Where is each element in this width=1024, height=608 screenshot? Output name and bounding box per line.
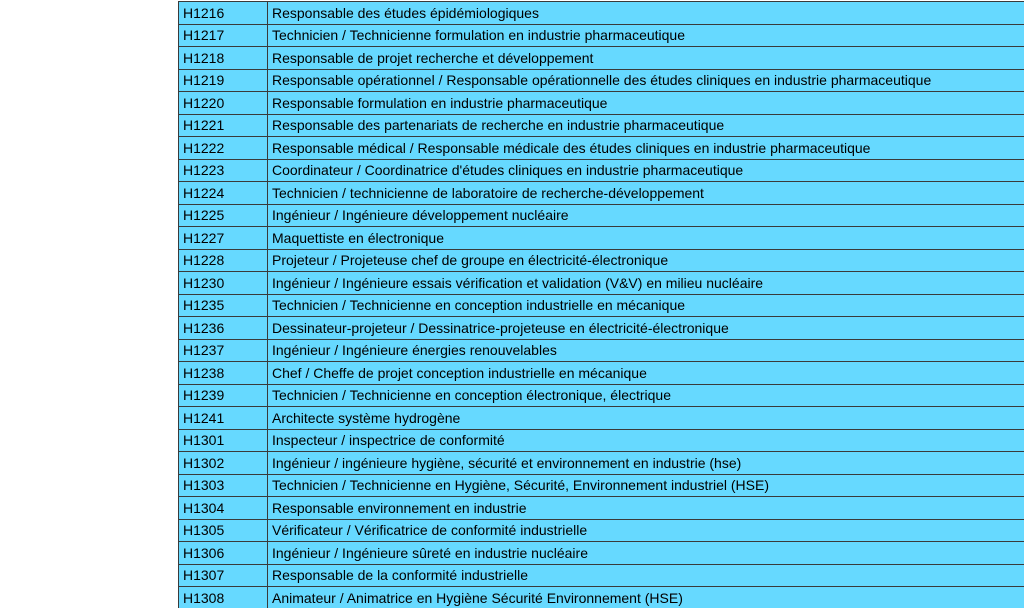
table-row (179, 339, 1024, 362)
label-cell[interactable]: Ingénieur / Ingénieure sûreté en industrie nucléaire (268, 542, 1024, 565)
table-row (179, 204, 1024, 227)
code-cell[interactable]: H1225 (179, 204, 268, 227)
table-row (179, 92, 1024, 115)
label-cell[interactable]: Ingénieur / Ingénieure énergies renouvelables (268, 339, 1024, 362)
code-cell[interactable]: H1239 (179, 384, 268, 407)
label-cell[interactable]: Inspecteur / inspectrice de conformité (268, 429, 1024, 452)
label-cell[interactable]: Chef / Cheffe de projet conception industrielle en mécanique (268, 362, 1024, 385)
label-cell[interactable]: Responsable de projet recherche et développement (268, 47, 1024, 70)
code-cell[interactable]: H1306 (179, 542, 268, 565)
label-cell[interactable]: Ingénieur / Ingénieure essais vérification et validation (V&V) en milieu nucléaire (268, 272, 1024, 295)
table-row (179, 249, 1024, 272)
label-cell[interactable]: Ingénieur / ingénieure hygiène, sécurité et environnement en industrie (hse) (268, 452, 1024, 475)
code-cell[interactable]: H1216 (179, 2, 268, 25)
label-cell[interactable]: Animateur / Animatrice en Hygiène Sécurité Environnement (HSE) (268, 587, 1024, 608)
label-cell[interactable]: Technicien / Technicienne formulation en industrie pharmaceutique (268, 24, 1024, 47)
code-cell[interactable]: H1235 (179, 294, 268, 317)
code-cell[interactable]: H1308 (179, 587, 268, 608)
table-row (179, 587, 1024, 608)
code-cell[interactable]: H1220 (179, 92, 268, 115)
code-cell[interactable]: H1230 (179, 272, 268, 295)
table-row (179, 317, 1024, 340)
label-cell[interactable]: Coordinateur / Coordinatrice d'études cliniques en industrie pharmaceutique (268, 159, 1024, 182)
code-cell[interactable]: H1217 (179, 24, 268, 47)
code-cell[interactable]: H1238 (179, 362, 268, 385)
label-cell[interactable]: Responsable environnement en industrie (268, 497, 1024, 520)
table-row (179, 137, 1024, 160)
code-cell[interactable]: H1241 (179, 407, 268, 430)
table-body (179, 2, 1024, 608)
code-cell[interactable]: H1305 (179, 519, 268, 542)
label-cell[interactable]: Technicien / Technicienne en Hygiène, Sécurité, Environnement industriel (HSE) (268, 474, 1024, 497)
label-cell[interactable]: Maquettiste en électronique (268, 227, 1024, 250)
code-cell[interactable]: H1227 (179, 227, 268, 250)
label-cell[interactable]: Ingénieur / Ingénieure développement nucléaire (268, 204, 1024, 227)
table-row (179, 384, 1024, 407)
table-row (179, 474, 1024, 497)
label-cell[interactable]: Responsable de la conformité industrielle (268, 564, 1024, 587)
table-row (179, 47, 1024, 70)
code-cell[interactable]: H1218 (179, 47, 268, 70)
table-row (179, 114, 1024, 137)
code-cell[interactable]: H1224 (179, 182, 268, 205)
table-row (179, 294, 1024, 317)
label-cell[interactable]: Responsable médical / Responsable médicale des études cliniques en industrie pharmaceutique (268, 137, 1024, 160)
code-cell[interactable]: H1221 (179, 114, 268, 137)
code-cell[interactable]: H1237 (179, 339, 268, 362)
code-cell[interactable]: H1301 (179, 429, 268, 452)
label-cell[interactable]: Responsable formulation en industrie pharmaceutique (268, 92, 1024, 115)
table-row (179, 2, 1024, 25)
code-table (178, 1, 1024, 608)
code-cell[interactable]: H1228 (179, 249, 268, 272)
label-cell[interactable]: Technicien / Technicienne en conception électronique, électrique (268, 384, 1024, 407)
code-cell[interactable]: H1304 (179, 497, 268, 520)
label-cell[interactable]: Projeteur / Projeteuse chef de groupe en électricité-électronique (268, 249, 1024, 272)
table-row (179, 452, 1024, 475)
label-cell[interactable]: Dessinateur-projeteur / Dessinatrice-projeteuse en électricité-électronique (268, 317, 1024, 340)
table-row (179, 227, 1024, 250)
label-cell[interactable]: Vérificateur / Vérificatrice de conformité industrielle (268, 519, 1024, 542)
label-cell[interactable]: Responsable des études épidémiologiques (268, 2, 1024, 25)
table-row (179, 497, 1024, 520)
code-cell[interactable]: H1302 (179, 452, 268, 475)
table-row (179, 272, 1024, 295)
label-cell[interactable]: Technicien / technicienne de laboratoire de recherche-développement (268, 182, 1024, 205)
table-row (179, 564, 1024, 587)
table-row (179, 24, 1024, 47)
code-cell[interactable]: H1307 (179, 564, 268, 587)
table-row (179, 69, 1024, 92)
table-row (179, 182, 1024, 205)
code-cell[interactable]: H1219 (179, 69, 268, 92)
table-row (179, 429, 1024, 452)
label-cell[interactable]: Technicien / Technicienne en conception industrielle en mécanique (268, 294, 1024, 317)
label-cell[interactable]: Responsable opérationnel / Responsable opérationnelle des études cliniques en industrie pharmaceutique (268, 69, 1024, 92)
code-cell[interactable]: H1223 (179, 159, 268, 182)
table-row (179, 542, 1024, 565)
table-row (179, 159, 1024, 182)
label-cell[interactable]: Architecte système hydrogène (268, 407, 1024, 430)
code-cell[interactable]: H1222 (179, 137, 268, 160)
label-cell[interactable]: Responsable des partenariats de recherche en industrie pharmaceutique (268, 114, 1024, 137)
code-cell[interactable]: H1236 (179, 317, 268, 340)
table-row (179, 407, 1024, 430)
code-cell[interactable]: H1303 (179, 474, 268, 497)
empty-gutter (0, 0, 178, 608)
table-row (179, 519, 1024, 542)
table-row (179, 362, 1024, 385)
